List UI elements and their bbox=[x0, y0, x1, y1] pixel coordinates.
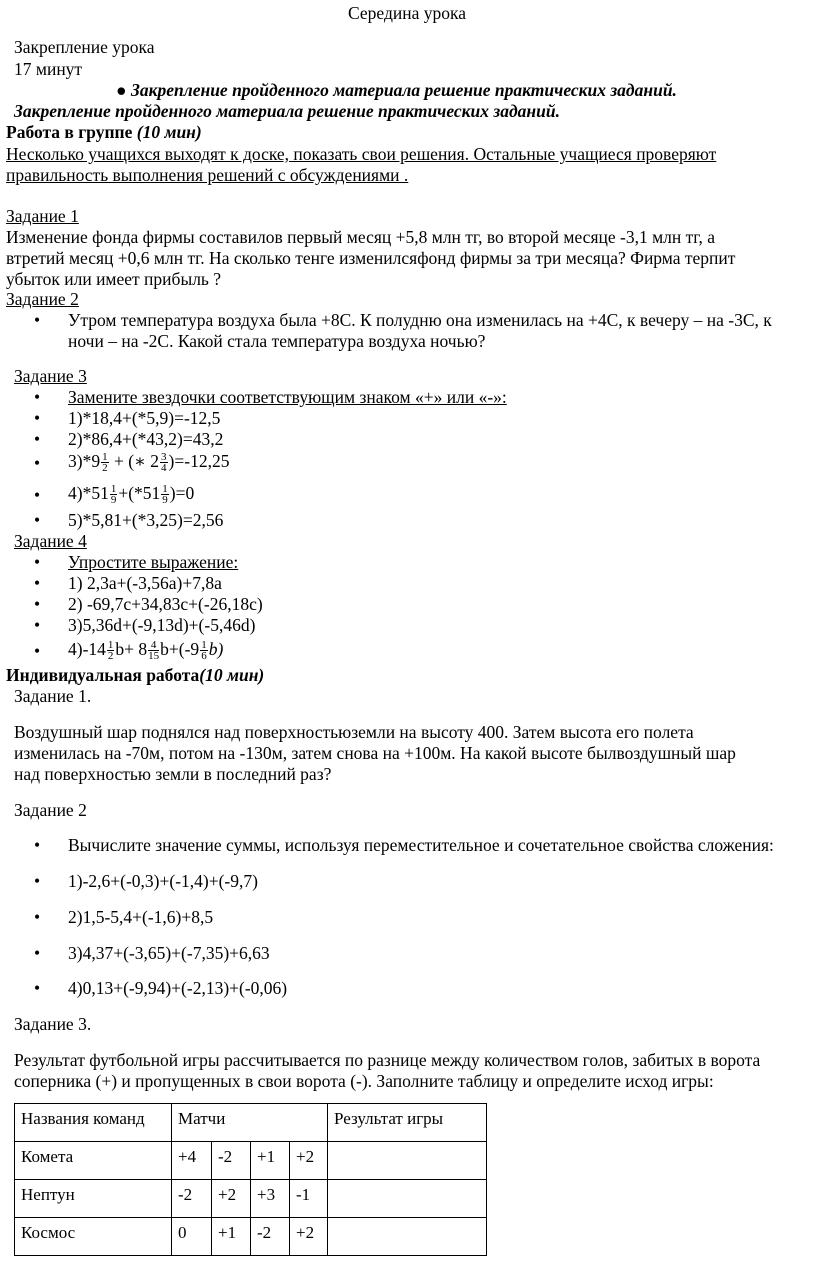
task3-item3-frac-1: $\frac{1}{2}$ bbox=[102, 451, 108, 475]
task3-bullet-1: • bbox=[34, 387, 41, 407]
header-team: Названия команд bbox=[15, 1104, 172, 1142]
ind-task2-bullet-2: • bbox=[34, 907, 41, 927]
task4-item-4 bbox=[68, 634, 223, 664]
ind-task3-text-2: соперника (+) и пропущенных в свои ворота (-). Заполните таблицу и определите исход игры: bbox=[14, 1071, 714, 1091]
match-score: +2 bbox=[290, 1142, 328, 1180]
team-name: Космос bbox=[15, 1218, 172, 1256]
task3-item3-part-c: )=-12,25 bbox=[168, 451, 230, 471]
task3-bullet-4: • bbox=[34, 453, 41, 473]
ind-task2-bullet-1: • bbox=[34, 871, 41, 891]
match-score: -2 bbox=[212, 1142, 251, 1180]
match-score: +2 bbox=[290, 1218, 328, 1256]
task4-item4-part-d: b) bbox=[208, 639, 224, 659]
task3-item4-part-a: 4)*51 bbox=[68, 483, 109, 503]
task4-item-2: 2) -69,7с+34,83с+(-26,18с) bbox=[68, 594, 263, 614]
result-cell[interactable] bbox=[328, 1218, 487, 1256]
individual-heading bbox=[6, 664, 264, 686]
task2-title: Задание 2 bbox=[6, 289, 79, 309]
task1-title: Задание 1 bbox=[6, 206, 79, 226]
table-row bbox=[15, 1180, 487, 1218]
group-heading bbox=[6, 121, 202, 143]
match-score: +4 bbox=[172, 1142, 212, 1180]
result-cell[interactable] bbox=[328, 1180, 487, 1218]
match-score: -2 bbox=[172, 1180, 212, 1218]
task1-text-1: Изменение фонда фирмы составилов первый месяц +5,8 млн тг, во второй месяце -3,1 млн тг, а bbox=[6, 227, 715, 247]
task2-bullet: • bbox=[34, 310, 41, 330]
ind-task1-text-3: над поверхностью земли в последний раз? bbox=[14, 764, 332, 784]
ind-task2-bullet-3: • bbox=[34, 943, 41, 963]
task4-bullet-1: • bbox=[34, 552, 41, 572]
task3-item3-part-b: + (∗ 2 bbox=[109, 451, 160, 471]
ind-task2-item-3: 3)4,37+(-3,65)+(-7,35)+6,63 bbox=[68, 943, 270, 963]
results-table bbox=[14, 1103, 487, 1256]
task3-instruction: Замените звездочки соответствующим знаком «+» или «-»: bbox=[68, 387, 507, 407]
ind-task2-item-2: 2)1,5-5,4+(-1,6)+8,5 bbox=[68, 907, 214, 927]
ind-task3-text-1: Результат футбольной игры рассчитывается по разнице между количеством голов, забитых в ворота bbox=[14, 1050, 761, 1070]
group-duration: (10 мин) bbox=[136, 122, 202, 142]
task3-bullet-6: • bbox=[34, 510, 41, 530]
task4-item4-part-c: b+(-9 bbox=[160, 639, 200, 659]
table-row bbox=[15, 1218, 487, 1256]
intro-bullet-text: Закрепление пройденного материала решение практических заданий. bbox=[130, 80, 677, 100]
task4-bullet-3: • bbox=[34, 594, 41, 614]
ind-task2-bullet-4: • bbox=[34, 978, 41, 998]
ind-task2-instruction: Вычислите значение суммы, используя переместительное и сочетательное свойства сложения: bbox=[68, 835, 774, 855]
task4-item4-part-b: b+ 8 bbox=[115, 639, 148, 659]
task4-bullet-2: • bbox=[34, 573, 41, 593]
page-title: Середина урока bbox=[348, 3, 466, 23]
ind-task2-item-1: 1)-2,6+(-0,3)+(-1,4)+(-9,7) bbox=[68, 871, 258, 891]
group-heading-text: Работа в группе bbox=[6, 122, 133, 142]
task3-bullet-5: • bbox=[34, 485, 41, 505]
group-desc-1: Несколько учащихся выходят к доске, показать свои решения. Остальные учащиеся проверяют bbox=[6, 144, 717, 164]
task3-item4-part-b: +(*51 bbox=[118, 483, 161, 503]
task4-item4-frac-2: $\frac{4}{15}$ bbox=[148, 639, 160, 663]
team-name: Нептун bbox=[15, 1180, 172, 1218]
intro-bullet bbox=[116, 79, 677, 101]
task2-text-2: ночи – на -2С. Какой стала температура воздуха ночью? bbox=[68, 331, 486, 351]
task1-text-3: убыток или имеет прибыль ? bbox=[6, 269, 222, 289]
task4-title: Задание 4 bbox=[14, 531, 87, 551]
task3-item-2: 2)*86,4+(*43,2)=43,2 bbox=[68, 429, 224, 449]
match-score: +3 bbox=[251, 1180, 290, 1218]
ind-task1-text-2: изменилась на -70м, потом на -130м, затем снова на +100м. На какой высоте былвоздушный шар bbox=[14, 743, 736, 763]
task3-item4-part-c: )=0 bbox=[169, 483, 195, 503]
task3-item-3 bbox=[68, 446, 229, 476]
task4-bullet-4: • bbox=[34, 615, 41, 635]
group-desc-2: правильность выполнения решений с обсуждениями . bbox=[6, 165, 409, 185]
table-row bbox=[15, 1142, 487, 1180]
task4-item-1: 1) 2,3а+(-3,56а)+7,8а bbox=[68, 573, 222, 593]
ind-task1-title: Задание 1. bbox=[14, 686, 92, 706]
task3-item-5: 5)*5,81+(*3,25)=2,56 bbox=[68, 510, 224, 530]
task3-title: Задание 3 bbox=[14, 366, 87, 386]
match-score: +2 bbox=[212, 1180, 251, 1218]
task4-item4-part-a: 4)-14 bbox=[68, 639, 106, 659]
match-score: -1 bbox=[290, 1180, 328, 1218]
ind-task3-title: Задание 3. bbox=[14, 1014, 92, 1034]
match-score: +1 bbox=[251, 1142, 290, 1180]
intro-line-2: 17 минут bbox=[14, 59, 83, 79]
task3-item-4 bbox=[68, 478, 194, 508]
bullet-dot: ● bbox=[116, 80, 127, 100]
team-name: Комета bbox=[15, 1142, 172, 1180]
task3-item3-frac-2: $\frac{3}{4}$ bbox=[161, 451, 167, 475]
task4-item4-frac-1: $\frac{1}{2}$ bbox=[107, 639, 114, 663]
match-score: 0 bbox=[172, 1218, 212, 1256]
ind-task1-text-1: Воздушный шар поднялся над поверхностьюземли на высоту 400. Затем высота его полета bbox=[14, 722, 694, 742]
task4-bullet-5: • bbox=[34, 641, 41, 661]
header-matches: Матчи bbox=[172, 1104, 328, 1142]
match-score: +1 bbox=[212, 1218, 251, 1256]
header-result: Результат игры bbox=[328, 1104, 487, 1142]
ind-task2-title: Задание 2 bbox=[14, 800, 87, 820]
result-cell[interactable] bbox=[328, 1142, 487, 1180]
task3-item-1: 1)*18,4+(*5,9)=-12,5 bbox=[68, 408, 221, 428]
task3-bullet-2: • bbox=[34, 408, 41, 428]
table-header-row bbox=[15, 1104, 487, 1142]
task3-item3-part-a: 3)*9 bbox=[68, 451, 101, 471]
task4-item-3: 3)5,36d+(-9,13d)+(-5,46d) bbox=[68, 615, 256, 635]
intro-line-1: Закрепление урока bbox=[14, 37, 155, 57]
task4-instruction: Упростите выражение: bbox=[68, 552, 239, 572]
individual-duration: (10 мин) bbox=[199, 665, 265, 685]
task1-text-2: втретий месяц +0,6 млн тг. На сколько тенге изменилсяфонд фирмы за три месяца? Фирма терпит bbox=[6, 248, 736, 268]
intro-repeat: Закрепление пройденного материала решение практических заданий. bbox=[14, 101, 560, 121]
ind-task2-item-4: 4)0,13+(-9,94)+(-2,13)+(-0,06) bbox=[68, 978, 288, 998]
individual-heading-text: Индивидуальная работа bbox=[6, 665, 200, 685]
task3-item4-frac-1: $\frac{1}{9}$ bbox=[110, 483, 117, 507]
task2-text-1: Утром температура воздуха была +8С. К полудню она изменилась на +4С, к вечеру – на -3С, к bbox=[68, 310, 772, 330]
ind-task2-bullet-0: • bbox=[34, 835, 41, 855]
task3-bullet-3: • bbox=[34, 429, 41, 449]
task4-item4-frac-3: $\frac{1}{6}$ bbox=[201, 639, 207, 663]
match-score: -2 bbox=[251, 1218, 290, 1256]
task3-item4-frac-2: $\frac{1}{9}$ bbox=[162, 483, 168, 507]
